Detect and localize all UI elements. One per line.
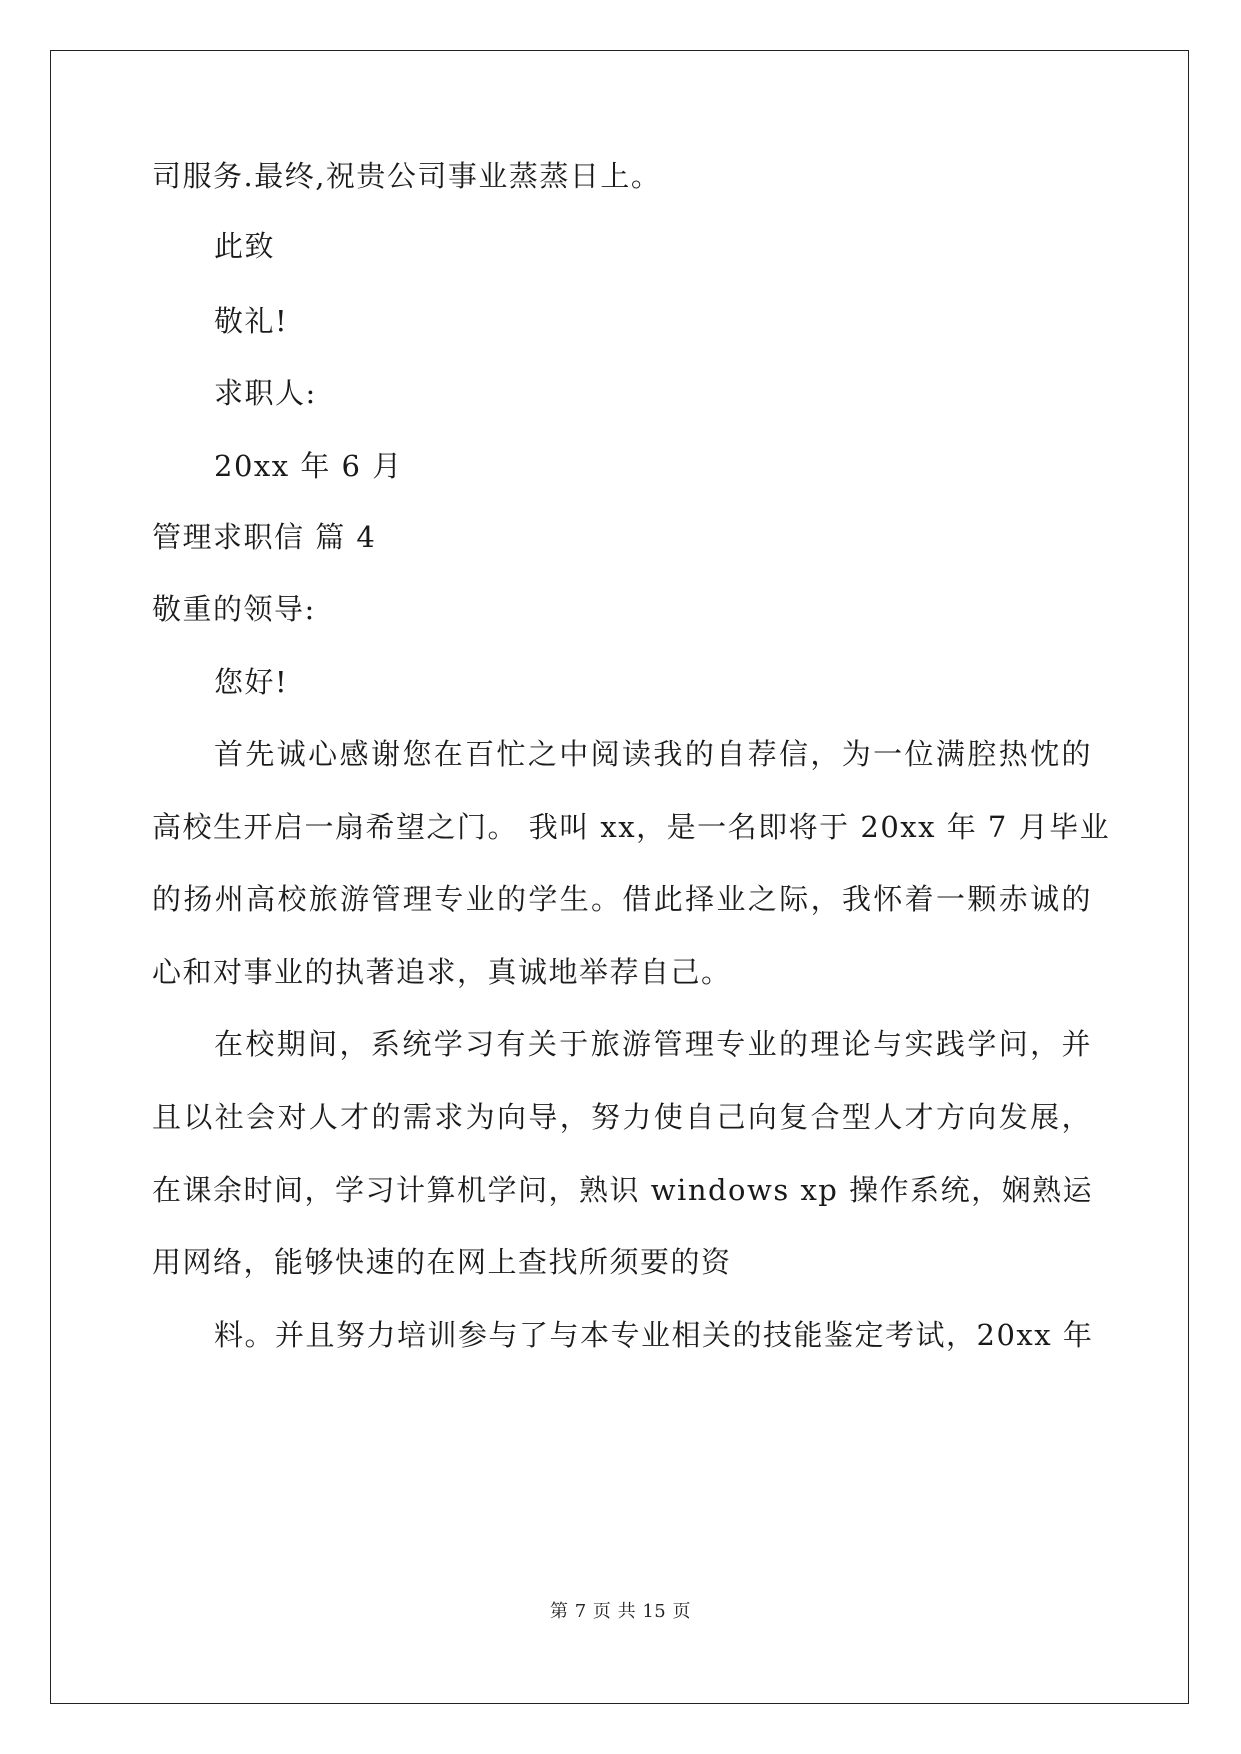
page-border	[50, 50, 1189, 1704]
section-heading: 管理求职信 篇 4	[152, 520, 377, 554]
text-line: 司服务.最终,祝贵公司事业蒸蒸日上。	[152, 159, 662, 193]
paragraph-line: 的扬州高校旅游管理专业的学生。借此择业之际，我怀着一颗赤诚的	[152, 882, 1092, 916]
letter-greeting: 敬重的领导:	[152, 592, 316, 626]
paragraph-line: 心和对事业的执著追求，真诚地举荐自己。	[152, 955, 732, 989]
closing-regards: 敬礼!	[214, 304, 289, 338]
closing-salutation: 此致	[214, 229, 276, 263]
paragraph-line: 用网络，能够快速的在网上查找所须要的资	[152, 1245, 732, 1279]
paragraph-line: 高校生开启一扇希望之门。 我叫 xx，是一名即将于 20xx 年 7 月毕业	[152, 810, 1111, 844]
page-number-footer: 第 7 页 共 15 页	[550, 1601, 691, 1622]
paragraph-line: 在课余时间，学习计算机学问，熟识 windows xp 操作系统，娴熟运	[152, 1173, 1094, 1207]
paragraph-line: 首先诚心感谢您在百忙之中阅读我的自荐信，为一位满腔热忱的	[214, 737, 1092, 771]
letter-hello: 您好!	[214, 665, 289, 699]
paragraph-line: 料。并且努力培训参与了与本专业相关的技能鉴定考试，20xx 年	[214, 1318, 1094, 1352]
paragraph-line: 且以社会对人才的需求为向导，努力使自己向复合型人才方向发展，	[152, 1100, 1092, 1134]
paragraph-line: 在校期间，系统学习有关于旅游管理专业的理论与实践学问，并	[214, 1027, 1092, 1061]
letter-date: 20xx 年 6 月	[214, 449, 403, 483]
applicant-signature-label: 求职人:	[214, 376, 317, 410]
